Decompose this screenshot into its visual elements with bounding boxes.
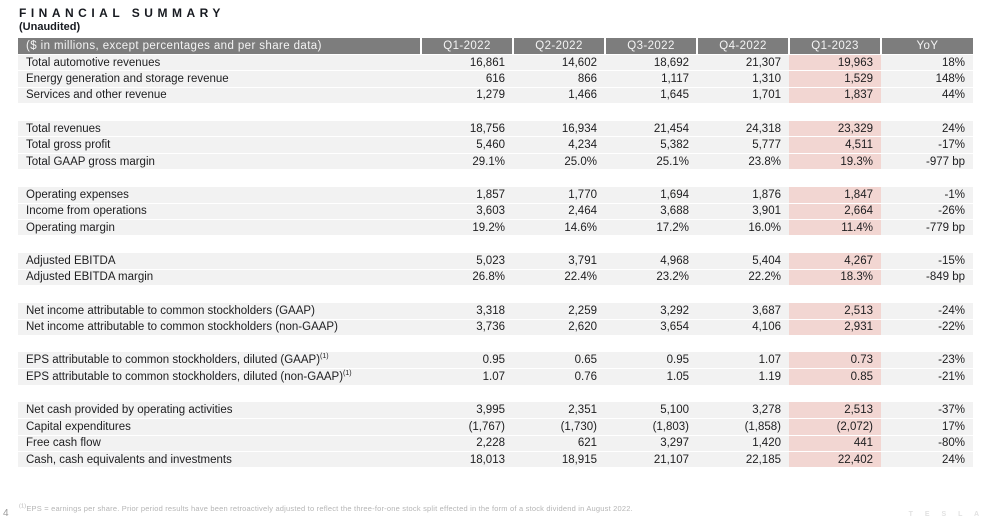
page-title: FINANCIAL SUMMARY [19, 6, 225, 20]
cell-value: 18,756 [421, 121, 513, 137]
row-label: Adjusted EBITDA [18, 253, 421, 269]
cell-value: 22,185 [697, 451, 789, 467]
cell-value: 14.6% [513, 220, 605, 236]
cell-value: 5,777 [697, 137, 789, 153]
table-header-row [18, 38, 973, 54]
column-header-q3-2022: Q3-2022 [605, 38, 697, 54]
cell-value: 17.2% [605, 220, 697, 236]
row-label: Adjusted EBITDA margin [18, 269, 421, 285]
column-header-q2-2022: Q2-2022 [513, 38, 605, 54]
cell-value: -15% [881, 253, 973, 269]
cell-value: 0.65 [513, 352, 605, 368]
row-label: Energy generation and storage revenue [18, 71, 421, 87]
column-header-q1-2023: Q1-2023 [789, 38, 881, 54]
table-row [18, 369, 973, 385]
table-row [18, 451, 973, 467]
cell-q1-2023-highlight: 2,931 [789, 319, 881, 335]
row-label: Capital expenditures [18, 419, 421, 435]
cell-value: 44% [881, 87, 973, 103]
cell-value: 2,259 [513, 303, 605, 319]
cell-value: 616 [421, 71, 513, 87]
cell-q1-2023-highlight: 2,513 [789, 402, 881, 418]
cell-value: -37% [881, 402, 973, 418]
table-row [18, 419, 973, 435]
row-label: Services and other revenue [18, 87, 421, 103]
cell-value: 3,791 [513, 253, 605, 269]
cell-q1-2023-highlight: 441 [789, 435, 881, 451]
table-row [18, 153, 973, 169]
cell-value: 18,692 [605, 54, 697, 70]
cell-q1-2023-highlight: 19.3% [789, 153, 881, 169]
cell-value: -21% [881, 369, 973, 385]
cell-q1-2023-highlight: 19,963 [789, 54, 881, 70]
column-header-q1-2022: Q1-2022 [421, 38, 513, 54]
cell-value: 18,013 [421, 451, 513, 467]
label-superscript: (1) [320, 353, 329, 361]
column-header-q4-2022: Q4-2022 [697, 38, 789, 54]
cell-value: 621 [513, 435, 605, 451]
table-row [18, 187, 973, 203]
row-label: Total automotive revenues [18, 54, 421, 70]
cell-value: 1.07 [697, 352, 789, 368]
cell-value: 0.76 [513, 369, 605, 385]
cell-value: 16,934 [513, 121, 605, 137]
cell-value: 1,701 [697, 87, 789, 103]
cell-value: 1.19 [697, 369, 789, 385]
cell-value: 1,645 [605, 87, 697, 103]
cell-value: 22.4% [513, 269, 605, 285]
cell-value: 1.07 [421, 369, 513, 385]
cell-value: 18,915 [513, 451, 605, 467]
cell-value: 24,318 [697, 121, 789, 137]
cell-q1-2023-highlight: 23,329 [789, 121, 881, 137]
cell-value: 5,100 [605, 402, 697, 418]
row-label: Cash, cash equivalents and investments [18, 451, 421, 467]
row-label: Net cash provided by operating activities [18, 402, 421, 418]
cell-value: 21,307 [697, 54, 789, 70]
cell-value: 23.8% [697, 153, 789, 169]
cell-value: 3,318 [421, 303, 513, 319]
cell-value: 17% [881, 419, 973, 435]
cell-value: 1,420 [697, 435, 789, 451]
cell-value: 3,736 [421, 319, 513, 335]
page-number: 4 [3, 508, 9, 519]
footnote [19, 504, 633, 513]
cell-value: 3,995 [421, 402, 513, 418]
cell-value: 26.8% [421, 269, 513, 285]
row-label: Operating expenses [18, 187, 421, 203]
cell-value: 23.2% [605, 269, 697, 285]
row-label: Income from operations [18, 203, 421, 219]
table-row [18, 203, 973, 219]
row-label: Total revenues [18, 121, 421, 137]
cell-value: 16,861 [421, 54, 513, 70]
table-row [18, 435, 973, 451]
table-row [18, 121, 973, 137]
row-label: Total GAAP gross margin [18, 153, 421, 169]
row-label: EPS attributable to common stockholders, diluted (non-GAAP)$^{(1)}$ [18, 369, 421, 385]
column-header-yoy: YoY [881, 38, 973, 54]
cell-q1-2023-highlight: 4,511 [789, 137, 881, 153]
cell-value: 22.2% [697, 269, 789, 285]
cell-value: 4,968 [605, 253, 697, 269]
cell-value: -977 bp [881, 153, 973, 169]
cell-value: 3,603 [421, 203, 513, 219]
cell-value: 14,602 [513, 54, 605, 70]
table-row [18, 319, 973, 335]
cell-q1-2023-highlight: 4,267 [789, 253, 881, 269]
cell-q1-2023-highlight: 2,513 [789, 303, 881, 319]
cell-value: 5,023 [421, 253, 513, 269]
table-row [18, 352, 973, 368]
cell-value: 3,292 [605, 303, 697, 319]
cell-value: 2,464 [513, 203, 605, 219]
cell-value: 1,770 [513, 187, 605, 203]
cell-value: 25.0% [513, 153, 605, 169]
table-row [18, 220, 973, 236]
cell-value: 1,694 [605, 187, 697, 203]
cell-value: -23% [881, 352, 973, 368]
cell-value: 24% [881, 121, 973, 137]
cell-q1-2023-highlight: 1,529 [789, 71, 881, 87]
table-body [18, 54, 973, 467]
cell-value: 4,234 [513, 137, 605, 153]
section-gap [18, 104, 973, 121]
cell-value: 5,460 [421, 137, 513, 153]
table-row [18, 253, 973, 269]
cell-q1-2023-highlight: 18.3% [789, 269, 881, 285]
footnote-text: EPS = earnings per share. Prior period results have been retroactively adjusted to reflect the three-for-one stock split effected in the form of a stock dividend in August 2022. [26, 504, 633, 513]
cell-value: 21,454 [605, 121, 697, 137]
section-gap [18, 170, 973, 187]
cell-value: 866 [513, 71, 605, 87]
cell-value: 18% [881, 54, 973, 70]
cell-value: -26% [881, 203, 973, 219]
row-label: EPS attributable to common stockholders, diluted (GAAP)$^{(1)}$ [18, 352, 421, 368]
section-gap [18, 236, 973, 253]
cell-value: 3,688 [605, 203, 697, 219]
cell-value: 1,279 [421, 87, 513, 103]
page-subtitle: (Unaudited) [19, 21, 81, 33]
row-label: Operating margin [18, 220, 421, 236]
row-label: Free cash flow [18, 435, 421, 451]
cell-value: 1,857 [421, 187, 513, 203]
tesla-watermark: T E S L A [908, 511, 984, 518]
cell-value: 21,107 [605, 451, 697, 467]
cell-value: 1,466 [513, 87, 605, 103]
row-label: Net income attributable to common stockholders (non-GAAP) [18, 319, 421, 335]
cell-value: 24% [881, 451, 973, 467]
cell-value: 2,228 [421, 435, 513, 451]
cell-value: 1,876 [697, 187, 789, 203]
cell-value: 1,117 [605, 71, 697, 87]
cell-q1-2023-highlight: 11.4% [789, 220, 881, 236]
section-gap [18, 286, 973, 303]
cell-q1-2023-highlight: 0.85 [789, 369, 881, 385]
cell-q1-2023-highlight: 22,402 [789, 451, 881, 467]
cell-q1-2023-highlight: 0.73 [789, 352, 881, 368]
cell-value: 5,404 [697, 253, 789, 269]
footnote-superscript: (1) [19, 503, 27, 510]
cell-value: 16.0% [697, 220, 789, 236]
cell-value: (1,858) [697, 419, 789, 435]
cell-q1-2023-highlight: 2,664 [789, 203, 881, 219]
cell-q1-2023-highlight: 1,847 [789, 187, 881, 203]
cell-value: 0.95 [421, 352, 513, 368]
financial-summary-table [18, 38, 973, 468]
cell-value: (1,730) [513, 419, 605, 435]
row-label: Total gross profit [18, 137, 421, 153]
cell-value: 5,382 [605, 137, 697, 153]
cell-value: -779 bp [881, 220, 973, 236]
table-row [18, 71, 973, 87]
cell-value: 4,106 [697, 319, 789, 335]
cell-value: 19.2% [421, 220, 513, 236]
cell-value: 2,351 [513, 402, 605, 418]
row-label: Net income attributable to common stockholders (GAAP) [18, 303, 421, 319]
table-row [18, 87, 973, 103]
cell-q1-2023-highlight: (2,072) [789, 419, 881, 435]
cell-value: 3,297 [605, 435, 697, 451]
cell-value: 3,901 [697, 203, 789, 219]
cell-value: 1.05 [605, 369, 697, 385]
cell-value: 0.95 [605, 352, 697, 368]
cell-value: 3,687 [697, 303, 789, 319]
table-row [18, 303, 973, 319]
cell-value: (1,803) [605, 419, 697, 435]
cell-value: -17% [881, 137, 973, 153]
cell-value: 25.1% [605, 153, 697, 169]
section-gap [18, 335, 973, 352]
cell-value: 3,654 [605, 319, 697, 335]
cell-value: -1% [881, 187, 973, 203]
table-header-label: ($ in millions, except percentages and per share data) [18, 38, 421, 54]
cell-q1-2023-highlight: 1,837 [789, 87, 881, 103]
label-superscript: (1) [343, 370, 352, 378]
table-row [18, 269, 973, 285]
cell-value: 2,620 [513, 319, 605, 335]
cell-value: 29.1% [421, 153, 513, 169]
cell-value: -22% [881, 319, 973, 335]
table-row [18, 137, 973, 153]
section-gap [18, 385, 973, 402]
cell-value: 3,278 [697, 402, 789, 418]
cell-value: 1,310 [697, 71, 789, 87]
cell-value: (1,767) [421, 419, 513, 435]
cell-value: 148% [881, 71, 973, 87]
table-row [18, 402, 973, 418]
cell-value: -24% [881, 303, 973, 319]
table-row [18, 54, 973, 70]
cell-value: -80% [881, 435, 973, 451]
cell-value: -849 bp [881, 269, 973, 285]
